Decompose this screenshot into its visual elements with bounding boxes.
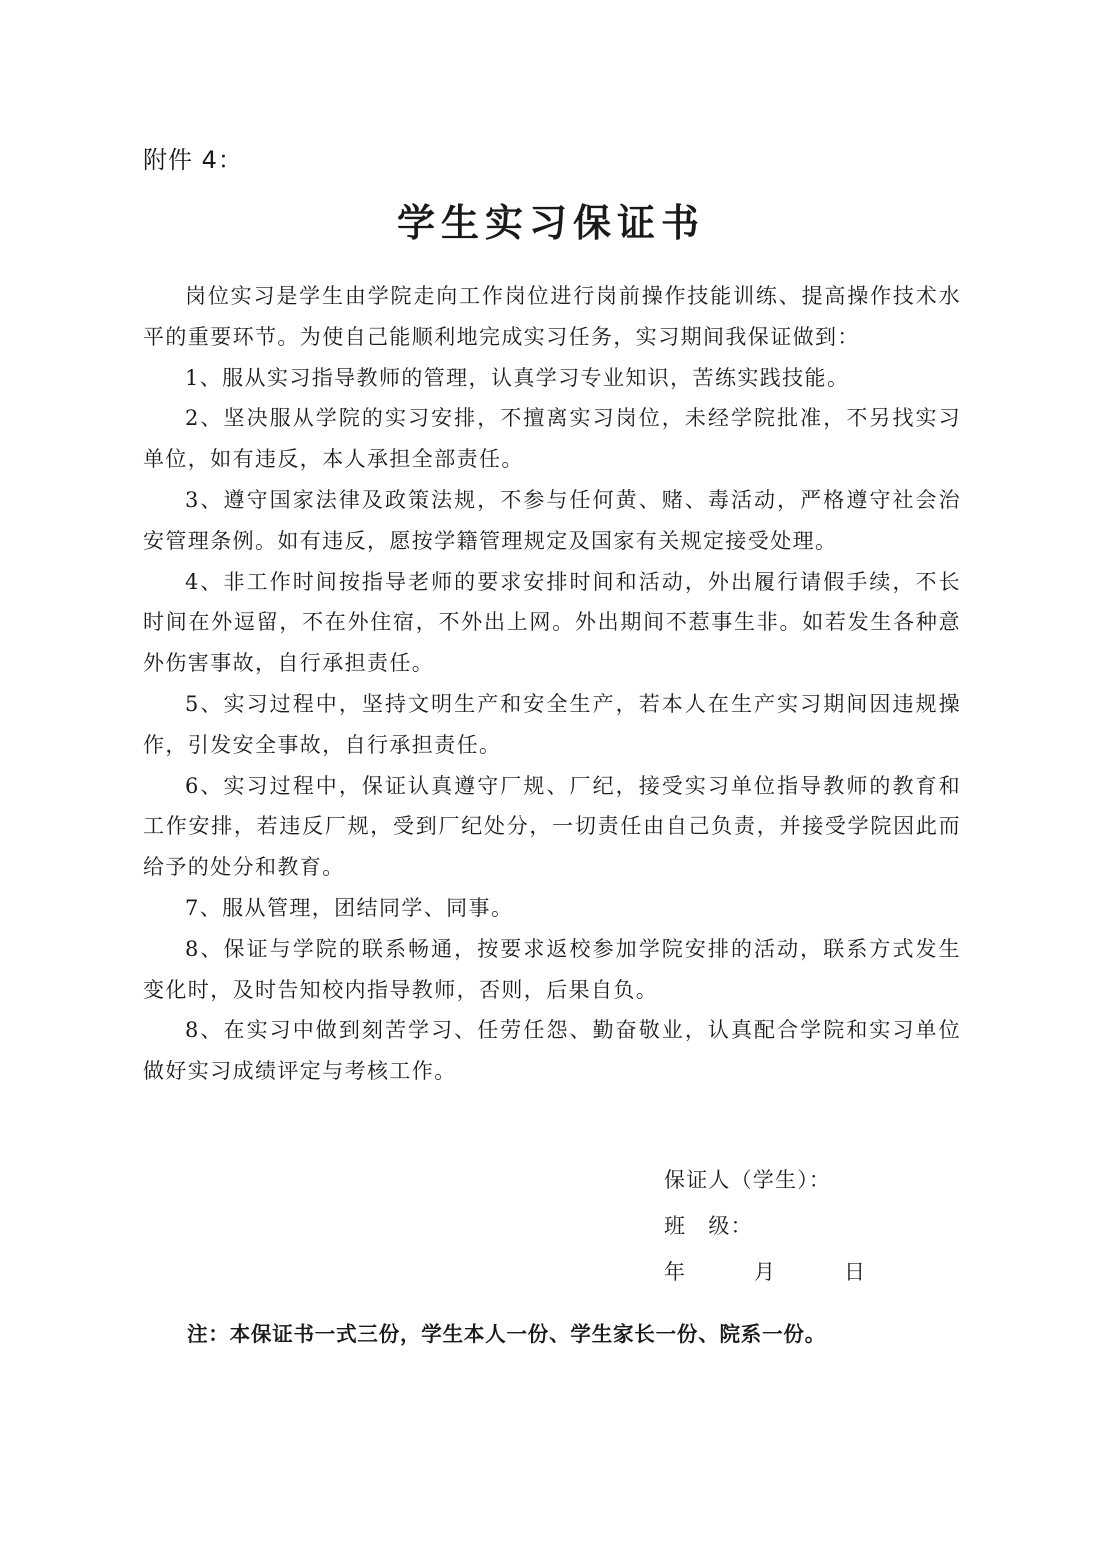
- clause-paragraph: 4、非工作时间按指导老师的要求安排时间和活动，外出履行请假手续，不长时间在外逗留，不在外住宿，不外出上网。外出期间不惹事生非。如若发生各种意外伤害事故，自行承担责任。: [143, 569, 961, 676]
- document-title: 学生实习保证书: [396, 200, 705, 245]
- clause-paragraph: 8、在实习中做到刻苦学习、任劳任怨、勤奋敬业，认真配合学院和实习单位做好实习成绩评定与考核工作。: [143, 1018, 961, 1084]
- date-day-label: 日: [844, 1260, 867, 1284]
- date-line: [664, 1249, 964, 1295]
- clause-paragraph: 7、服从管理，团结同学、同事。: [185, 895, 514, 920]
- guarantor-label: 保证人（学生）：: [664, 1168, 832, 1192]
- clause-paragraph: 8、保证与学院的联系畅通，按要求返校参加学院安排的活动，联系方式发生变化时，及时告知校内指导教师，否则，后果自负。: [143, 936, 961, 1002]
- intro-paragraph: 岗位实习是学生由学院走向工作岗位进行岗前操作技能训练、提高操作技术水平的重要环节。为使自己能顺利地完成实习任务，实习期间我保证做到：: [143, 284, 961, 349]
- clause-paragraph: 5、实习过程中，坚持文明生产和安全生产，若本人在生产实习期间因违规操作，引发安全事故，自行承担责任。: [143, 691, 961, 757]
- date-month-label: 月: [754, 1260, 777, 1284]
- clause-paragraph: 1、服从实习指导教师的管理，认真学习专业知识，苦练实践技能。: [185, 365, 850, 390]
- attachment-label: 附件 4：: [143, 146, 243, 174]
- clause-paragraph: 6、实习过程中，保证认真遵守厂规、厂纪，接受实习单位指导教师的教育和工作安排，若违反厂规，受到厂纪处分，一切责任由自己负责，并接受学院因此而给予的处分和教育。: [143, 773, 961, 880]
- footer-note: 注：本保证书一式三份，学生本人一份、学生家长一份、院系一份。: [187, 1322, 826, 1346]
- signature-block: [664, 1157, 964, 1295]
- document-body: [143, 276, 961, 1092]
- clause-paragraph: 3、遵守国家法律及政策法规，不参与任何黄、赌、毒活动，严格遵守社会治安管理条例。如有违反，愿按学籍管理规定及国家有关规定接受处理。: [143, 487, 961, 553]
- clause-paragraph: 2、坚决服从学院的实习安排，不擅离实习岗位，未经学院批准，不另找实习单位，如有违反，本人承担全部责任。: [143, 406, 961, 472]
- date-year-label: 年: [664, 1260, 687, 1284]
- class-label: 班 级：: [664, 1214, 753, 1238]
